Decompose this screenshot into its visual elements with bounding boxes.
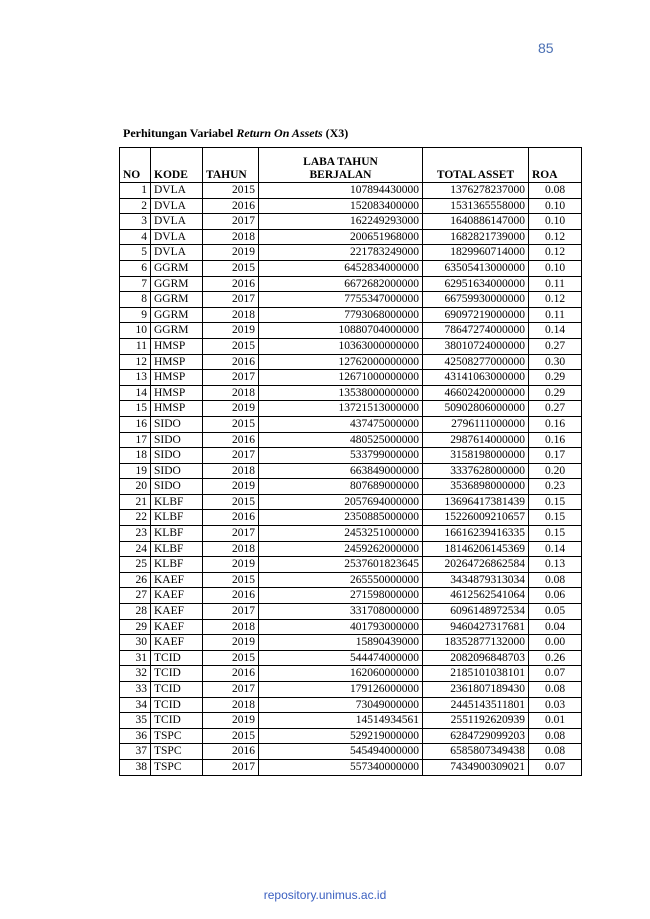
cell-no: 36 (120, 728, 151, 744)
cell-laba: 12762000000000 (259, 354, 423, 370)
cell-total-asset: 9460427317681 (423, 619, 529, 635)
cell-no: 5 (120, 245, 151, 261)
cell-total-asset: 13696417381439 (423, 494, 529, 510)
cell-roa: 0.14 (529, 323, 582, 339)
cell-no: 18 (120, 448, 151, 464)
cell-total-asset: 46602420000000 (423, 385, 529, 401)
table-row (120, 479, 582, 495)
cell-kode: TCID (151, 697, 203, 713)
cell-laba: 663849000000 (259, 463, 423, 479)
cell-total-asset: 50902806000000 (423, 401, 529, 417)
cell-roa: 0.10 (529, 214, 582, 230)
cell-no: 30 (120, 635, 151, 651)
cell-total-asset: 63505413000000 (423, 260, 529, 276)
cell-roa: 0.23 (529, 479, 582, 495)
cell-kode: KLBF (151, 541, 203, 557)
cell-laba: 557340000000 (259, 759, 423, 775)
cell-kode: TSPC (151, 744, 203, 760)
cell-laba: 529219000000 (259, 728, 423, 744)
cell-kode: KLBF (151, 526, 203, 542)
cell-total-asset: 3434879313034 (423, 572, 529, 588)
cell-kode: KAEF (151, 635, 203, 651)
cell-tahun: 2016 (203, 354, 259, 370)
cell-total-asset: 2987614000000 (423, 432, 529, 448)
cell-no: 7 (120, 276, 151, 292)
cell-laba: 401793000000 (259, 619, 423, 635)
cell-total-asset: 2445143511801 (423, 697, 529, 713)
cell-laba: 437475000000 (259, 416, 423, 432)
cell-total-asset: 3337628000000 (423, 463, 529, 479)
cell-roa: 0.26 (529, 650, 582, 666)
table-row (120, 260, 582, 276)
cell-tahun: 2015 (203, 494, 259, 510)
table-row (120, 323, 582, 339)
cell-total-asset: 1640886147000 (423, 214, 529, 230)
cell-no: 8 (120, 292, 151, 308)
cell-kode: HMSP (151, 385, 203, 401)
cell-roa: 0.20 (529, 463, 582, 479)
cell-roa: 0.16 (529, 416, 582, 432)
cell-laba: 179126000000 (259, 682, 423, 698)
table-row (120, 198, 582, 214)
table-row (120, 276, 582, 292)
cell-kode: HMSP (151, 401, 203, 417)
cell-kode: SIDO (151, 432, 203, 448)
header-laba (259, 148, 423, 183)
cell-no: 15 (120, 401, 151, 417)
cell-kode: DVLA (151, 245, 203, 261)
cell-roa: 0.08 (529, 682, 582, 698)
cell-kode: TSPC (151, 728, 203, 744)
heading-suffix: (X3) (322, 126, 349, 140)
cell-laba: 807689000000 (259, 479, 423, 495)
cell-kode: TCID (151, 682, 203, 698)
cell-tahun: 2018 (203, 229, 259, 245)
table-row (120, 682, 582, 698)
cell-kode: GGRM (151, 323, 203, 339)
cell-laba: 331708000000 (259, 604, 423, 620)
cell-roa: 0.08 (529, 183, 582, 199)
cell-total-asset: 6096148972534 (423, 604, 529, 620)
cell-laba: 200651968000 (259, 229, 423, 245)
cell-total-asset: 15226009210657 (423, 510, 529, 526)
cell-total-asset: 6585807349438 (423, 744, 529, 760)
cell-laba: 13721513000000 (259, 401, 423, 417)
table-row (120, 526, 582, 542)
cell-tahun: 2016 (203, 666, 259, 682)
cell-kode: KLBF (151, 557, 203, 573)
header-roa: ROA (529, 148, 582, 183)
cell-total-asset: 18352877132000 (423, 635, 529, 651)
cell-no: 9 (120, 307, 151, 323)
cell-kode: KLBF (151, 494, 203, 510)
cell-laba: 533799000000 (259, 448, 423, 464)
cell-no: 35 (120, 713, 151, 729)
cell-laba: 12671000000000 (259, 370, 423, 386)
cell-roa: 0.10 (529, 198, 582, 214)
cell-kode: SIDO (151, 479, 203, 495)
cell-roa: 0.12 (529, 229, 582, 245)
cell-total-asset: 6284729099203 (423, 728, 529, 744)
cell-tahun: 2017 (203, 448, 259, 464)
cell-no: 13 (120, 370, 151, 386)
cell-roa: 0.17 (529, 448, 582, 464)
cell-total-asset: 38010724000000 (423, 338, 529, 354)
cell-laba: 152083400000 (259, 198, 423, 214)
cell-tahun: 2015 (203, 416, 259, 432)
cell-laba: 7755347000000 (259, 292, 423, 308)
cell-laba: 544474000000 (259, 650, 423, 666)
cell-laba: 545494000000 (259, 744, 423, 760)
cell-total-asset: 2082096848703 (423, 650, 529, 666)
cell-tahun: 2017 (203, 292, 259, 308)
cell-tahun: 2019 (203, 635, 259, 651)
cell-tahun: 2019 (203, 401, 259, 417)
cell-kode: SIDO (151, 416, 203, 432)
cell-no: 38 (120, 759, 151, 775)
table-row (120, 338, 582, 354)
cell-no: 4 (120, 229, 151, 245)
cell-tahun: 2016 (203, 744, 259, 760)
cell-tahun: 2018 (203, 697, 259, 713)
cell-tahun: 2017 (203, 526, 259, 542)
cell-kode: TCID (151, 666, 203, 682)
cell-total-asset: 3536898000000 (423, 479, 529, 495)
cell-kode: DVLA (151, 183, 203, 199)
cell-total-asset: 16616239416335 (423, 526, 529, 542)
cell-no: 3 (120, 214, 151, 230)
cell-roa: 0.03 (529, 697, 582, 713)
cell-roa: 0.07 (529, 759, 582, 775)
cell-laba: 73049000000 (259, 697, 423, 713)
cell-tahun: 2015 (203, 650, 259, 666)
cell-no: 12 (120, 354, 151, 370)
cell-tahun: 2016 (203, 588, 259, 604)
page-number: 85 (538, 40, 554, 56)
header-tahun: TAHUN (203, 148, 259, 183)
cell-laba: 162249293000 (259, 214, 423, 230)
table-row (120, 713, 582, 729)
cell-no: 10 (120, 323, 151, 339)
cell-roa: 0.11 (529, 307, 582, 323)
cell-no: 32 (120, 666, 151, 682)
cell-tahun: 2015 (203, 338, 259, 354)
cell-tahun: 2019 (203, 479, 259, 495)
cell-roa: 0.12 (529, 292, 582, 308)
cell-laba: 2057694000000 (259, 494, 423, 510)
header-no: NO (120, 148, 151, 183)
table-row (120, 416, 582, 432)
cell-tahun: 2018 (203, 619, 259, 635)
table-row (120, 619, 582, 635)
cell-no: 1 (120, 183, 151, 199)
cell-kode: TSPC (151, 759, 203, 775)
cell-kode: HMSP (151, 338, 203, 354)
header-kode: KODE (151, 148, 203, 183)
cell-roa: 0.00 (529, 635, 582, 651)
cell-laba: 271598000000 (259, 588, 423, 604)
header-laba-line2: BERJALAN (309, 169, 372, 181)
cell-laba: 6452834000000 (259, 260, 423, 276)
cell-laba: 2537601823645 (259, 557, 423, 573)
cell-tahun: 2019 (203, 713, 259, 729)
cell-total-asset: 7434900309021 (423, 759, 529, 775)
header-row (120, 148, 582, 183)
cell-total-asset: 20264726862584 (423, 557, 529, 573)
cell-no: 6 (120, 260, 151, 276)
cell-kode: KAEF (151, 604, 203, 620)
cell-no: 28 (120, 604, 151, 620)
table-row (120, 604, 582, 620)
cell-kode: DVLA (151, 229, 203, 245)
cell-kode: TCID (151, 713, 203, 729)
cell-roa: 0.08 (529, 728, 582, 744)
cell-laba: 2453251000000 (259, 526, 423, 542)
cell-total-asset: 43141063000000 (423, 370, 529, 386)
cell-no: 27 (120, 588, 151, 604)
cell-laba: 221783249000 (259, 245, 423, 261)
table-row (120, 463, 582, 479)
cell-roa: 0.13 (529, 557, 582, 573)
table-row (120, 229, 582, 245)
table-row (120, 432, 582, 448)
table-row (120, 557, 582, 573)
cell-roa: 0.15 (529, 526, 582, 542)
cell-no: 34 (120, 697, 151, 713)
cell-total-asset: 66759930000000 (423, 292, 529, 308)
table-row (120, 510, 582, 526)
cell-no: 19 (120, 463, 151, 479)
cell-no: 26 (120, 572, 151, 588)
table-row (120, 183, 582, 199)
table-row (120, 307, 582, 323)
cell-roa: 0.08 (529, 744, 582, 760)
cell-roa: 0.05 (529, 604, 582, 620)
cell-no: 16 (120, 416, 151, 432)
cell-tahun: 2017 (203, 682, 259, 698)
cell-roa: 0.08 (529, 572, 582, 588)
cell-tahun: 2016 (203, 432, 259, 448)
table-row (120, 214, 582, 230)
cell-roa: 0.04 (529, 619, 582, 635)
cell-total-asset: 3158198000000 (423, 448, 529, 464)
cell-kode: KAEF (151, 619, 203, 635)
cell-no: 11 (120, 338, 151, 354)
cell-kode: DVLA (151, 214, 203, 230)
cell-laba: 15890439000 (259, 635, 423, 651)
cell-total-asset: 1829960714000 (423, 245, 529, 261)
cell-total-asset: 1376278237000 (423, 183, 529, 199)
cell-no: 31 (120, 650, 151, 666)
cell-kode: KAEF (151, 588, 203, 604)
cell-total-asset: 78647274000000 (423, 323, 529, 339)
cell-kode: SIDO (151, 448, 203, 464)
cell-roa: 0.06 (529, 588, 582, 604)
cell-laba: 13538000000000 (259, 385, 423, 401)
table-row (120, 650, 582, 666)
cell-no: 21 (120, 494, 151, 510)
cell-kode: TCID (151, 650, 203, 666)
cell-tahun: 2017 (203, 604, 259, 620)
table-row (120, 494, 582, 510)
cell-tahun: 2019 (203, 323, 259, 339)
cell-tahun: 2015 (203, 183, 259, 199)
footer-url: repository.unimus.ac.id (263, 888, 387, 902)
cell-roa: 0.01 (529, 713, 582, 729)
cell-total-asset: 4612562541064 (423, 588, 529, 604)
cell-no: 17 (120, 432, 151, 448)
cell-roa: 0.29 (529, 370, 582, 386)
roa-table (119, 147, 582, 776)
cell-total-asset: 2551192620939 (423, 713, 529, 729)
cell-tahun: 2015 (203, 572, 259, 588)
cell-no: 29 (120, 619, 151, 635)
table-row (120, 744, 582, 760)
cell-laba: 265550000000 (259, 572, 423, 588)
cell-kode: DVLA (151, 198, 203, 214)
cell-no: 33 (120, 682, 151, 698)
cell-kode: KLBF (151, 510, 203, 526)
cell-kode: GGRM (151, 260, 203, 276)
cell-tahun: 2019 (203, 557, 259, 573)
cell-no: 24 (120, 541, 151, 557)
cell-tahun: 2017 (203, 214, 259, 230)
cell-tahun: 2015 (203, 728, 259, 744)
table-row (120, 697, 582, 713)
table-row (120, 635, 582, 651)
cell-total-asset: 2185101038101 (423, 666, 529, 682)
cell-total-asset: 1531365558000 (423, 198, 529, 214)
cell-kode: KAEF (151, 572, 203, 588)
cell-roa: 0.11 (529, 276, 582, 292)
cell-laba: 14514934561 (259, 713, 423, 729)
cell-no: 14 (120, 385, 151, 401)
table-row (120, 666, 582, 682)
cell-roa: 0.30 (529, 354, 582, 370)
cell-kode: GGRM (151, 307, 203, 323)
table-row (120, 588, 582, 604)
cell-laba: 2350885000000 (259, 510, 423, 526)
cell-roa: 0.15 (529, 494, 582, 510)
header-laba-line1: LABA TAHUN (303, 156, 378, 168)
cell-tahun: 2019 (203, 245, 259, 261)
cell-tahun: 2016 (203, 276, 259, 292)
cell-roa: 0.07 (529, 666, 582, 682)
cell-laba: 162060000000 (259, 666, 423, 682)
cell-roa: 0.27 (529, 401, 582, 417)
cell-tahun: 2018 (203, 463, 259, 479)
cell-kode: GGRM (151, 276, 203, 292)
cell-kode: HMSP (151, 354, 203, 370)
table-row (120, 401, 582, 417)
cell-total-asset: 42508277000000 (423, 354, 529, 370)
cell-laba: 480525000000 (259, 432, 423, 448)
table-row (120, 728, 582, 744)
cell-no: 25 (120, 557, 151, 573)
cell-total-asset: 2796111000000 (423, 416, 529, 432)
cell-tahun: 2018 (203, 541, 259, 557)
cell-laba: 107894430000 (259, 183, 423, 199)
table-row (120, 354, 582, 370)
cell-roa: 0.12 (529, 245, 582, 261)
cell-tahun: 2017 (203, 759, 259, 775)
cell-laba: 10880704000000 (259, 323, 423, 339)
cell-tahun: 2016 (203, 198, 259, 214)
cell-roa: 0.10 (529, 260, 582, 276)
cell-tahun: 2018 (203, 385, 259, 401)
cell-total-asset: 62951634000000 (423, 276, 529, 292)
table-row (120, 292, 582, 308)
cell-roa: 0.15 (529, 510, 582, 526)
cell-tahun: 2017 (203, 370, 259, 386)
cell-total-asset: 18146206145369 (423, 541, 529, 557)
cell-laba: 6672682000000 (259, 276, 423, 292)
heading-italic: Return On Assets (236, 126, 323, 140)
cell-laba: 2459262000000 (259, 541, 423, 557)
cell-no: 22 (120, 510, 151, 526)
cell-laba: 7793068000000 (259, 307, 423, 323)
cell-no: 23 (120, 526, 151, 542)
cell-tahun: 2018 (203, 307, 259, 323)
table-row (120, 759, 582, 775)
table-row (120, 448, 582, 464)
table-row (120, 370, 582, 386)
cell-kode: HMSP (151, 370, 203, 386)
cell-laba: 10363000000000 (259, 338, 423, 354)
table-row (120, 572, 582, 588)
table-heading (123, 126, 348, 141)
cell-total-asset: 2361807189430 (423, 682, 529, 698)
cell-roa: 0.27 (529, 338, 582, 354)
cell-kode: SIDO (151, 463, 203, 479)
table-row (120, 385, 582, 401)
header-total-asset: TOTAL ASSET (423, 148, 529, 183)
cell-roa: 0.14 (529, 541, 582, 557)
cell-no: 20 (120, 479, 151, 495)
table-row (120, 245, 582, 261)
cell-no: 2 (120, 198, 151, 214)
cell-total-asset: 1682821739000 (423, 229, 529, 245)
heading-prefix: Perhitungan Variabel (123, 126, 237, 140)
cell-roa: 0.29 (529, 385, 582, 401)
cell-tahun: 2015 (203, 260, 259, 276)
cell-total-asset: 69097219000000 (423, 307, 529, 323)
table-row (120, 541, 582, 557)
cell-tahun: 2016 (203, 510, 259, 526)
cell-roa: 0.16 (529, 432, 582, 448)
cell-kode: GGRM (151, 292, 203, 308)
cell-no: 37 (120, 744, 151, 760)
